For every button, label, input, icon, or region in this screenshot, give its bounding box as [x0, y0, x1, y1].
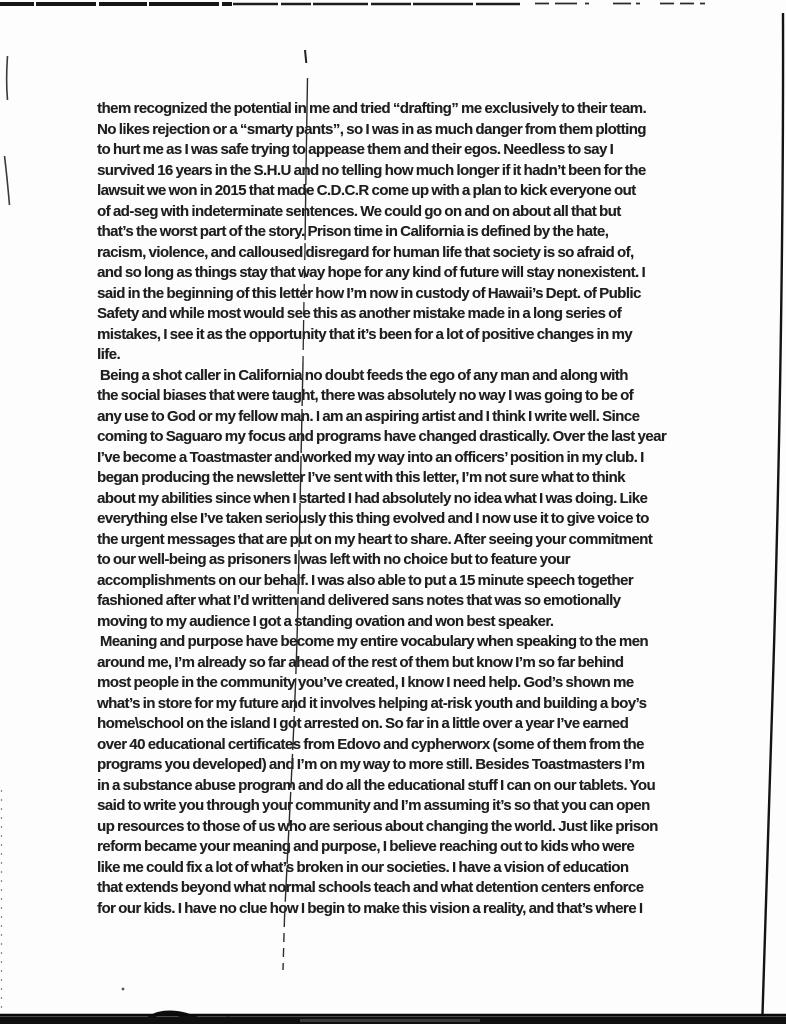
letter-line: mistakes, I see it as the opportunity that it’s been for a lot of positive changes in my	[97, 325, 633, 343]
letter-line: I’ve become a Toastmaster and worked my way into an officers’ position in my club. I	[97, 448, 644, 466]
letter-line: that’s the worst part of the story. Prison time in California is defined by the hate,	[97, 223, 609, 240]
letter-line: up resources to those of us who are serious about changing the world. Just like prison	[97, 817, 658, 835]
letter-line: lawsuit we won in 2015 that made C.D.C.R come up with a plan to kick everyone out	[97, 182, 636, 199]
letter-body	[97, 99, 737, 919]
letter-line: Meaning and purpose have become my entire vocabulary when speaking to the men	[97, 633, 649, 650]
letter-line: said to write you through your community and I’m assuming it’s so that you can open	[97, 797, 650, 814]
center-fold-tick	[305, 50, 306, 63]
letter-line: said in the beginning of this letter how I’m now in custody of Hawaii’s Dept. of Public	[97, 284, 641, 302]
letter-line: survived 16 years in the S.H.U and no telling how much longer if it hadn’t been for the	[97, 161, 646, 179]
letter-line: home\school on the island I got arrested on. So far in a little over a year I’ve earned	[97, 715, 629, 732]
letter-line: moving to my audience I got a standing ovation and won best speaker.	[97, 612, 554, 630]
letter-line: that extends beyond what normal schools teach and what detention centers enforce	[97, 879, 644, 896]
letter-line: over 40 educational certificates from Edovo and cypherworx (some of them from the	[97, 735, 644, 753]
letter-line: began producing the newsletter I’ve sent with this letter, I’m not sure what to think	[97, 469, 625, 486]
letter-paragraph	[97, 99, 737, 366]
letter-line: No likes rejection or a “smarty pants”, so I was in as much danger from them plotting	[97, 120, 646, 138]
letter-line: to hurt me as I was safe trying to appease them and their egos. Needless to say I	[97, 141, 614, 158]
letter-line: the urgent messages that are put on my heart to share. After seeing your commitment	[97, 530, 653, 548]
scan-speck	[122, 988, 125, 991]
letter-line: in a substance abuse program and do all the educational stuff I can on our tablets. You	[97, 776, 656, 794]
letter-line: any use to God or my fellow man. I am an aspiring artist and I think I write well. Since	[97, 407, 640, 425]
letter-line: racism, violence, and calloused disregard for human life that society is so afraid of,	[97, 243, 634, 261]
bottom-scan-band	[0, 1017, 786, 1024]
letter-line: life.	[97, 346, 121, 363]
letter-line: programs you developed) and I’m on my way to more still. Besides Toastmasters I’m	[97, 756, 645, 773]
letter-paragraph	[97, 632, 737, 919]
letter-line: about my abilities since when I started I had absolutely no idea what I was doing. Like	[97, 489, 648, 507]
letter-line: around me, I’m already so far ahead of the rest of them but know I’m so far behind	[97, 653, 624, 671]
letter-line: most people in the community you’ve created, I know I need help. God’s shown me	[97, 674, 634, 691]
bottom-scan-band-fade	[300, 1019, 480, 1022]
letter-line: reform became your meaning and purpose, I believe reaching out to kids who were	[97, 838, 635, 855]
left-margin-mark-upper	[7, 56, 8, 100]
letter-line: Safety and while most would see this as another mistake made in a long series of	[97, 305, 622, 322]
left-margin-mark-lower	[5, 156, 10, 205]
letter-line: to our well-being as prisoners I was left with no choice but to feature your	[97, 551, 570, 568]
letter-paragraph	[97, 366, 737, 633]
letter-line: the social biases that were taught, there was absolutely no way I was going to be of	[97, 387, 634, 404]
letter-line: them recognized the potential in me and tried “drafting” me exclusively to their team.	[97, 100, 647, 117]
letter-line: coming to Saguaro my focus and programs have changed drastically. Over the last year	[97, 428, 667, 445]
letter-line: of ad-seg with indeterminate sentences. We could go on and on about all that but	[97, 202, 621, 220]
letter-line: and so long as things stay that way hope for any kind of future will stay nonexistent. I	[97, 264, 646, 281]
letter-line: Being a shot caller in California no doubt feeds the ego of any man and along with	[97, 366, 628, 384]
right-scan-edge-line	[763, 13, 784, 1014]
center-fold-line-e	[283, 918, 285, 970]
ink-smudge	[147, 1010, 230, 1020]
letter-line: accomplishments on our behalf. I was also able to put a 15 minute speech together	[97, 571, 634, 589]
letter-line: for our kids. I have no clue how I begin to make this vision a reality, and that’s where I	[97, 899, 643, 917]
letter-line: fashioned after what I’d written and delivered sans notes that was so emotionally	[97, 592, 621, 609]
letter-line: like me could fix a lot of what’s broken in our societies. I have a vision of education	[97, 858, 629, 876]
letter-line: what’s in store for my future and it involves helping at-risk youth and building a boy’s	[97, 694, 647, 712]
letter-line: everything else I’ve taken seriously this thing evolved and I now use it to give voice to	[97, 510, 649, 527]
